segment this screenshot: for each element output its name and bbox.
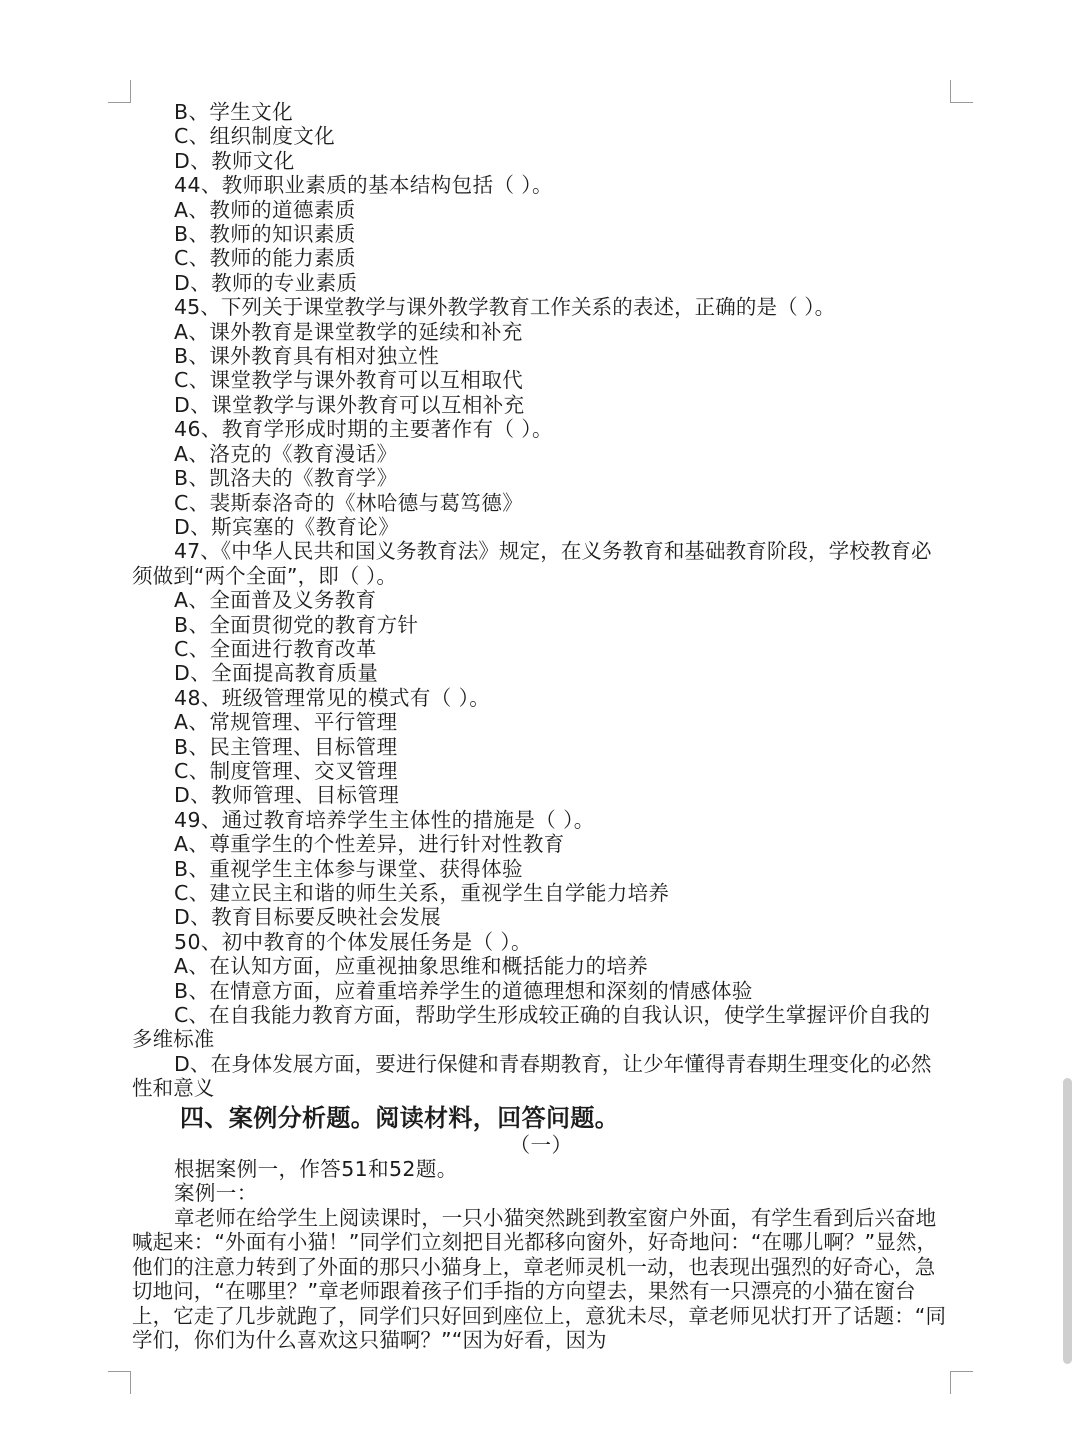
case-instruction: 根据案例一，作答51和52题。 bbox=[174, 1157, 458, 1182]
option-line: D、课堂教学与课外教育可以互相补充 bbox=[174, 392, 525, 417]
page-corner-mark-bottom-right bbox=[950, 1371, 973, 1394]
option-line: B、重视学生主体参与课堂、获得体验 bbox=[174, 856, 523, 881]
question-44: 44、教师职业素质的基本结构包括（ ）。 bbox=[174, 173, 553, 198]
option-line: C、全面进行教育改革 bbox=[174, 636, 377, 661]
option-line: A、全面普及义务教育 bbox=[174, 588, 377, 613]
question-48: 48、班级管理常见的模式有（ ）。 bbox=[174, 685, 491, 710]
option-line: B、教师的知识素质 bbox=[174, 222, 356, 247]
option-line: D、全面提高教育质量 bbox=[174, 661, 379, 686]
option-line: D、教育目标要反映社会发展 bbox=[174, 905, 441, 930]
option-line: A、常规管理、平行管理 bbox=[174, 710, 398, 735]
option-line: A、尊重学生的个性差异，进行针对性教育 bbox=[174, 832, 565, 857]
question-46: 46、教育学形成时期的主要著作有（ ）。 bbox=[174, 417, 553, 442]
option-line: A、课外教育是课堂教学的延续和补充 bbox=[174, 319, 523, 344]
option-line: C、裴斯泰洛奇的《林哈德与葛笃德》 bbox=[174, 490, 524, 515]
option-line: B、民主管理、目标管理 bbox=[174, 734, 398, 759]
option-line: C、制度管理、交叉管理 bbox=[174, 758, 398, 783]
option-line: B、课外教育具有相对独立性 bbox=[174, 344, 440, 369]
option-paragraph: D、在身体发展方面，要进行保健和青春期教育，让少年懂得青春期生理变化的必然性和意义 bbox=[132, 1051, 932, 1101]
option-line: B、学生文化 bbox=[174, 100, 293, 124]
case-paragraph: 章老师在给学生上阅读课时，一只小猫突然跳到教室窗户外面，有学生看到后兴奋地喊起来：“外面有小猫！”同学们立刻把目光都移向窗外，好奇地问：“在哪儿啊？”显然，他们的注意力转到了外面的那只小猫身上，章老师灵机一动，也表现出强烈的好奇心，急切地问，“在哪里？”章老师跟着孩子们手指的方向望去，果然有一只漂亮的小猫在窗台上，它走了几步就跑了，同学们只好回到座位上，意犹未尽，章老师见状打开了话题：“同学们，你们为什么喜欢这只猫啊？”“因为好看，因为 bbox=[132, 1205, 947, 1352]
question-47: 47、《中华人民共和国义务教育法》规定，在义务教育和基础教育阶段，学校教育必须做到“两个全面”，即（ ）。 bbox=[132, 539, 932, 588]
option-line: D、斯宾塞的《教育论》 bbox=[174, 514, 400, 539]
option-line: C、课堂教学与课外教育可以互相取代 bbox=[174, 368, 524, 393]
option-line: D、教师文化 bbox=[174, 148, 295, 173]
option-line: A、教师的道德素质 bbox=[174, 197, 356, 222]
case-number: （一） bbox=[509, 1132, 573, 1157]
option-line: C、建立民主和谐的师生关系，重视学生自学能力培养 bbox=[174, 881, 670, 905]
page-corner-mark-top-left bbox=[108, 80, 131, 103]
option-line: B、凯洛夫的《教育学》 bbox=[174, 466, 398, 491]
case-label: 案例一： bbox=[174, 1181, 258, 1206]
vertical-scrollbar-thumb[interactable] bbox=[1063, 1078, 1072, 1364]
option-line: B、在情意方面，应着重培养学生的道德理想和深刻的情感体验 bbox=[174, 978, 753, 1003]
question-45: 45、下列关于课堂教学与课外教学教育工作关系的表述，正确的是（ ）。 bbox=[174, 295, 836, 320]
option-line: B、全面贯彻党的教育方针 bbox=[174, 612, 419, 637]
section-heading: 四、案例分析题。阅读材料，回答问题。 bbox=[180, 1103, 620, 1132]
document-body bbox=[132, 100, 950, 1352]
question-49: 49、通过教育培养学生主体性的措施是（ ）。 bbox=[174, 807, 595, 832]
option-paragraph: C、在自我能力教育方面，帮助学生形成较正确的自我认识，使学生掌握评价自我的多维标准 bbox=[132, 1003, 931, 1052]
option-line: A、洛克的《教育漫话》 bbox=[174, 441, 398, 466]
option-line: C、组织制度文化 bbox=[174, 124, 336, 149]
option-line: D、教师管理、目标管理 bbox=[174, 783, 400, 808]
page-corner-mark-bottom-left bbox=[108, 1371, 131, 1394]
option-line: A、在认知方面，应重视抽象思维和概括能力的培养 bbox=[174, 954, 649, 979]
option-line: C、教师的能力素质 bbox=[174, 246, 356, 271]
question-50: 50、初中教育的个体发展任务是（ ）。 bbox=[174, 929, 532, 954]
page-corner-mark-top-right bbox=[950, 80, 973, 103]
option-line: D、教师的专业素质 bbox=[174, 270, 358, 295]
